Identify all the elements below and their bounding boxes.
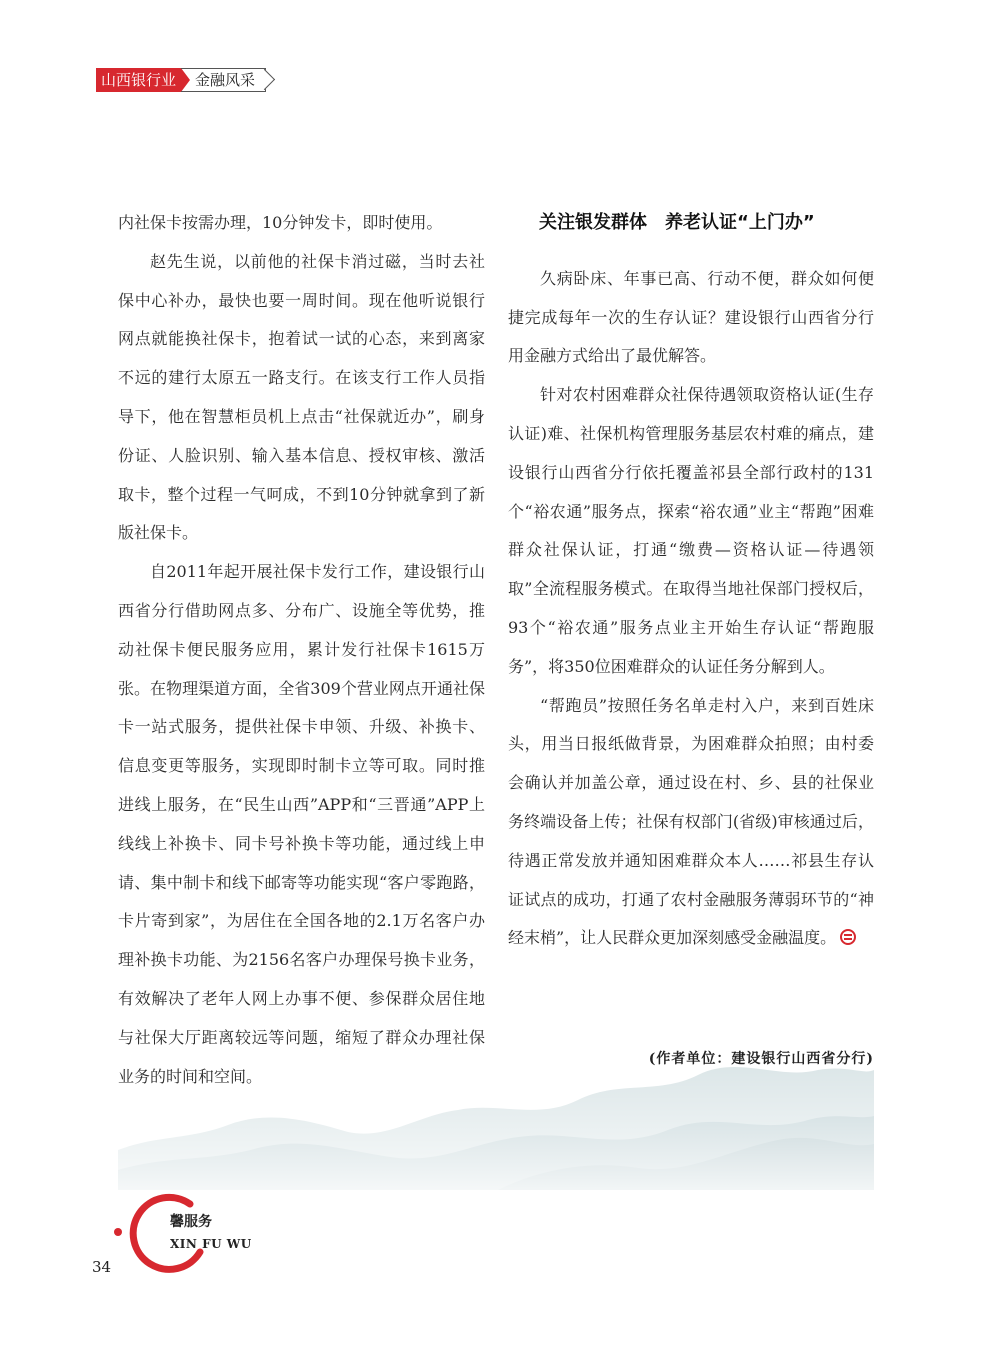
ring-icon [112, 1192, 208, 1278]
section-header [96, 68, 266, 92]
paragraph: 久病卧床、年事已高、行动不便，群众如何便捷完成每年一次的生存认证？建设银行山西省分行用金融方式给出了最优解答。 [508, 268, 874, 366]
footer-column-cn: 馨服务 [170, 1214, 212, 1230]
paragraph: 针对农村困难群众社保待遇领取资格认证(生存认证)难、社保机构管理服务基层农村难的痛点，建设银行山西省分行依托覆盖祁县全部行政村的131个“裕农通”服务点，探索“裕农通”业主“帮跑”困难群众社保认证，打通“缴费—资格认证—待遇领取”全流程服务模式。在取得当地社保部门授权后，93个“裕农通”服务点业主开始生存认证“帮跑服务”，将350位困难群众的认证任务分解到人。 [508, 385, 874, 676]
column-label: 金融风采 [181, 68, 266, 92]
page-number: 34 [92, 1258, 112, 1276]
paragraph [508, 687, 874, 959]
left-column [118, 204, 485, 1096]
footer-column-en: XIN FU WU [170, 1237, 252, 1251]
paragraph-text: “帮跑员”按照任务名单走村入户，来到百姓床头，用当日报纸做背景，为困难群众拍照；由村委会确认并加盖公章，通过设在村、乡、县的社保业务终端设备上传；社保有权部门(省级)审核通过后，待遇正常发放并通知困难群众本人……祁县生存认证试点的成功，打通了农村金融服务薄弱环节的“神经末梢”，让人民群众更加深刻感受金融温度。 [508, 695, 874, 948]
ccb-logo-icon [840, 929, 856, 945]
right-column [508, 204, 874, 958]
section-heading: 关注银发群体 养老认证“上门办” [539, 212, 815, 233]
paragraph: 赵先生说，以前他的社保卡消过磁，当时去社保中心补办，最快也要一周时间。现在他听说银行网点就能换社保卡，抱着试一试的心态，来到离家不远的建行太原五一路支行。在该支行工作人员指导下，他在智慧柜员机上点击“社保就近办”，刷身份证、人脸识别、输入基本信息、授权审核、激活取卡，整个过程一气呵成，不到10分钟就拿到了新版社保卡。 [118, 251, 485, 543]
section-label: 山西银行业 [96, 68, 181, 92]
author-affiliation: (作者单位：建设银行山西省分行) [648, 1051, 874, 1067]
paragraph: 内社保卡按需办理，10分钟发卡，即时使用。 [118, 213, 443, 232]
paragraph: 自2011年起开展社保卡发行工作，建设银行山西省分行借助网点多、分布广、设施全等优势，推动社保卡便民服务应用，累计发行社保卡1615万张。在物理渠道方面，全省309个营业网点开通社保卡一站式服务，提供社保卡申领、升级、补换卡、信息变更等服务，实现即时制卡立等可取。同时推进线上服务，在“民生山西”APP和“三晋通”APP上线线上补换卡、同卡号补换卡等功能，通过线上申请、集中制卡和线下邮寄等功能实现“客户零跑路，卡片寄到家”，为居住在全国各地的2.1万名客户办理补换卡功能、为2156名客户办理保号换卡业务，有效解决了老年人网上办事不便、参保群众居住地与社保大厅距离较远等问题，缩短了群众办理社保业务的时间和空间。 [118, 562, 485, 1086]
